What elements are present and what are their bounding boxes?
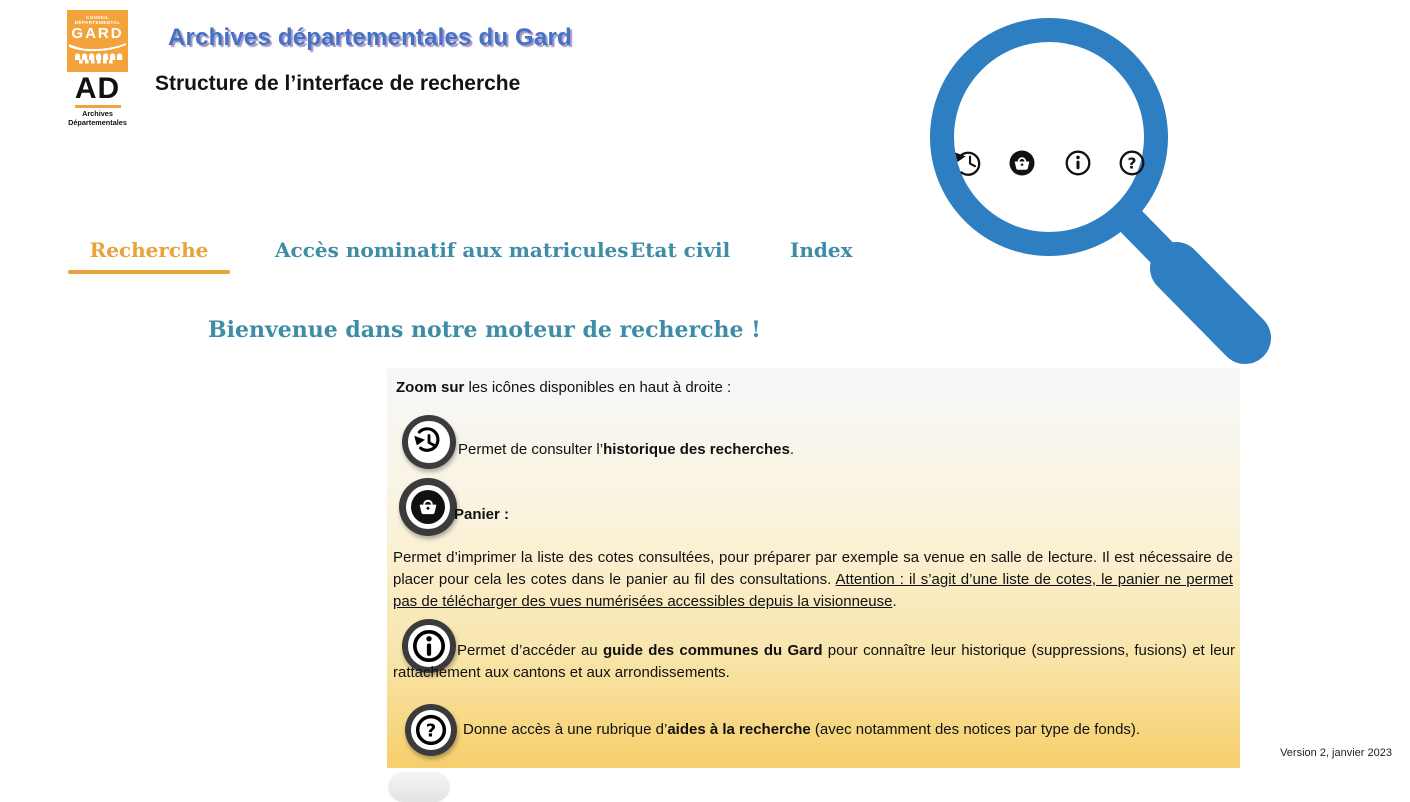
logo-ad-text: AD [74, 72, 121, 105]
svg-text:?: ? [425, 720, 437, 742]
logo-council-line2: DÉPARTEMENTAL [74, 20, 121, 26]
tab-etat-civil[interactable]: Etat civil [630, 238, 731, 262]
logo-council-line1: CONSEIL [85, 15, 110, 20]
version-label: Version 2, janvier 2023 [1280, 747, 1392, 759]
page-title: Archives départementales du Gard [168, 24, 572, 51]
active-tab-underline [68, 270, 230, 274]
page-subtitle: Structure de l’interface de recherche [155, 72, 521, 95]
magnifier-illustration [920, 0, 1290, 368]
tab-index[interactable]: Index [790, 238, 853, 262]
intro-line: Zoom sur les icônes disponibles en haut à droite : [396, 379, 732, 396]
history-badge-icon [402, 415, 456, 469]
info-item-text: Permet d’accéder au guide des communes du Gard pour connaître leur historique (suppressions, fusions) et leur rattachement aux cantons et aux arrondissements. [393, 642, 1236, 681]
welcome-heading: Bienvenue dans notre moteur de recherche ! [208, 317, 761, 343]
basket-label: Panier : [454, 506, 510, 523]
help-item-text: Donne accès à une rubrique d’aides à la recherche (avec notamment des notices par type de fonds). [463, 721, 1141, 738]
history-item-text: Permet de consulter l’historique des recherches. [458, 441, 794, 458]
pont-du-gard-arches-icon [67, 42, 128, 64]
cropped-bottom-shape [388, 772, 450, 802]
logo-caption-line2: Départementales [68, 117, 127, 127]
logo-gard-text: GARD [71, 24, 124, 42]
logo-divider [75, 105, 121, 108]
basket-icon [1010, 151, 1035, 176]
help-badge-icon [405, 704, 457, 756]
tab-acces-nominatif-matricules[interactable]: Accès nominatif aux matricules [275, 238, 629, 262]
magnifier-handle [1176, 268, 1245, 338]
icons-explanation-panel [387, 368, 1240, 768]
basket-paragraph: Permet d’imprimer la liste des cotes consultées, pour préparer par exemple sa venue en salle de lecture. Il est nécessaire de placer pour cela les cotes dans le panier au fil des consultations. Attention : il s’agit d’une liste de cotes, le panier ne permet pas de télécharger des vues numérisées accessibles depuis la visionneuse. [393, 549, 1233, 610]
gard-logo [67, 10, 128, 127]
tab-recherche[interactable]: Recherche [89, 238, 209, 262]
basket-badge-icon [399, 478, 457, 536]
gard-logo-square [67, 10, 128, 72]
logo-caption-line1: Archives [82, 109, 113, 118]
svg-text:?: ? [1127, 154, 1137, 173]
